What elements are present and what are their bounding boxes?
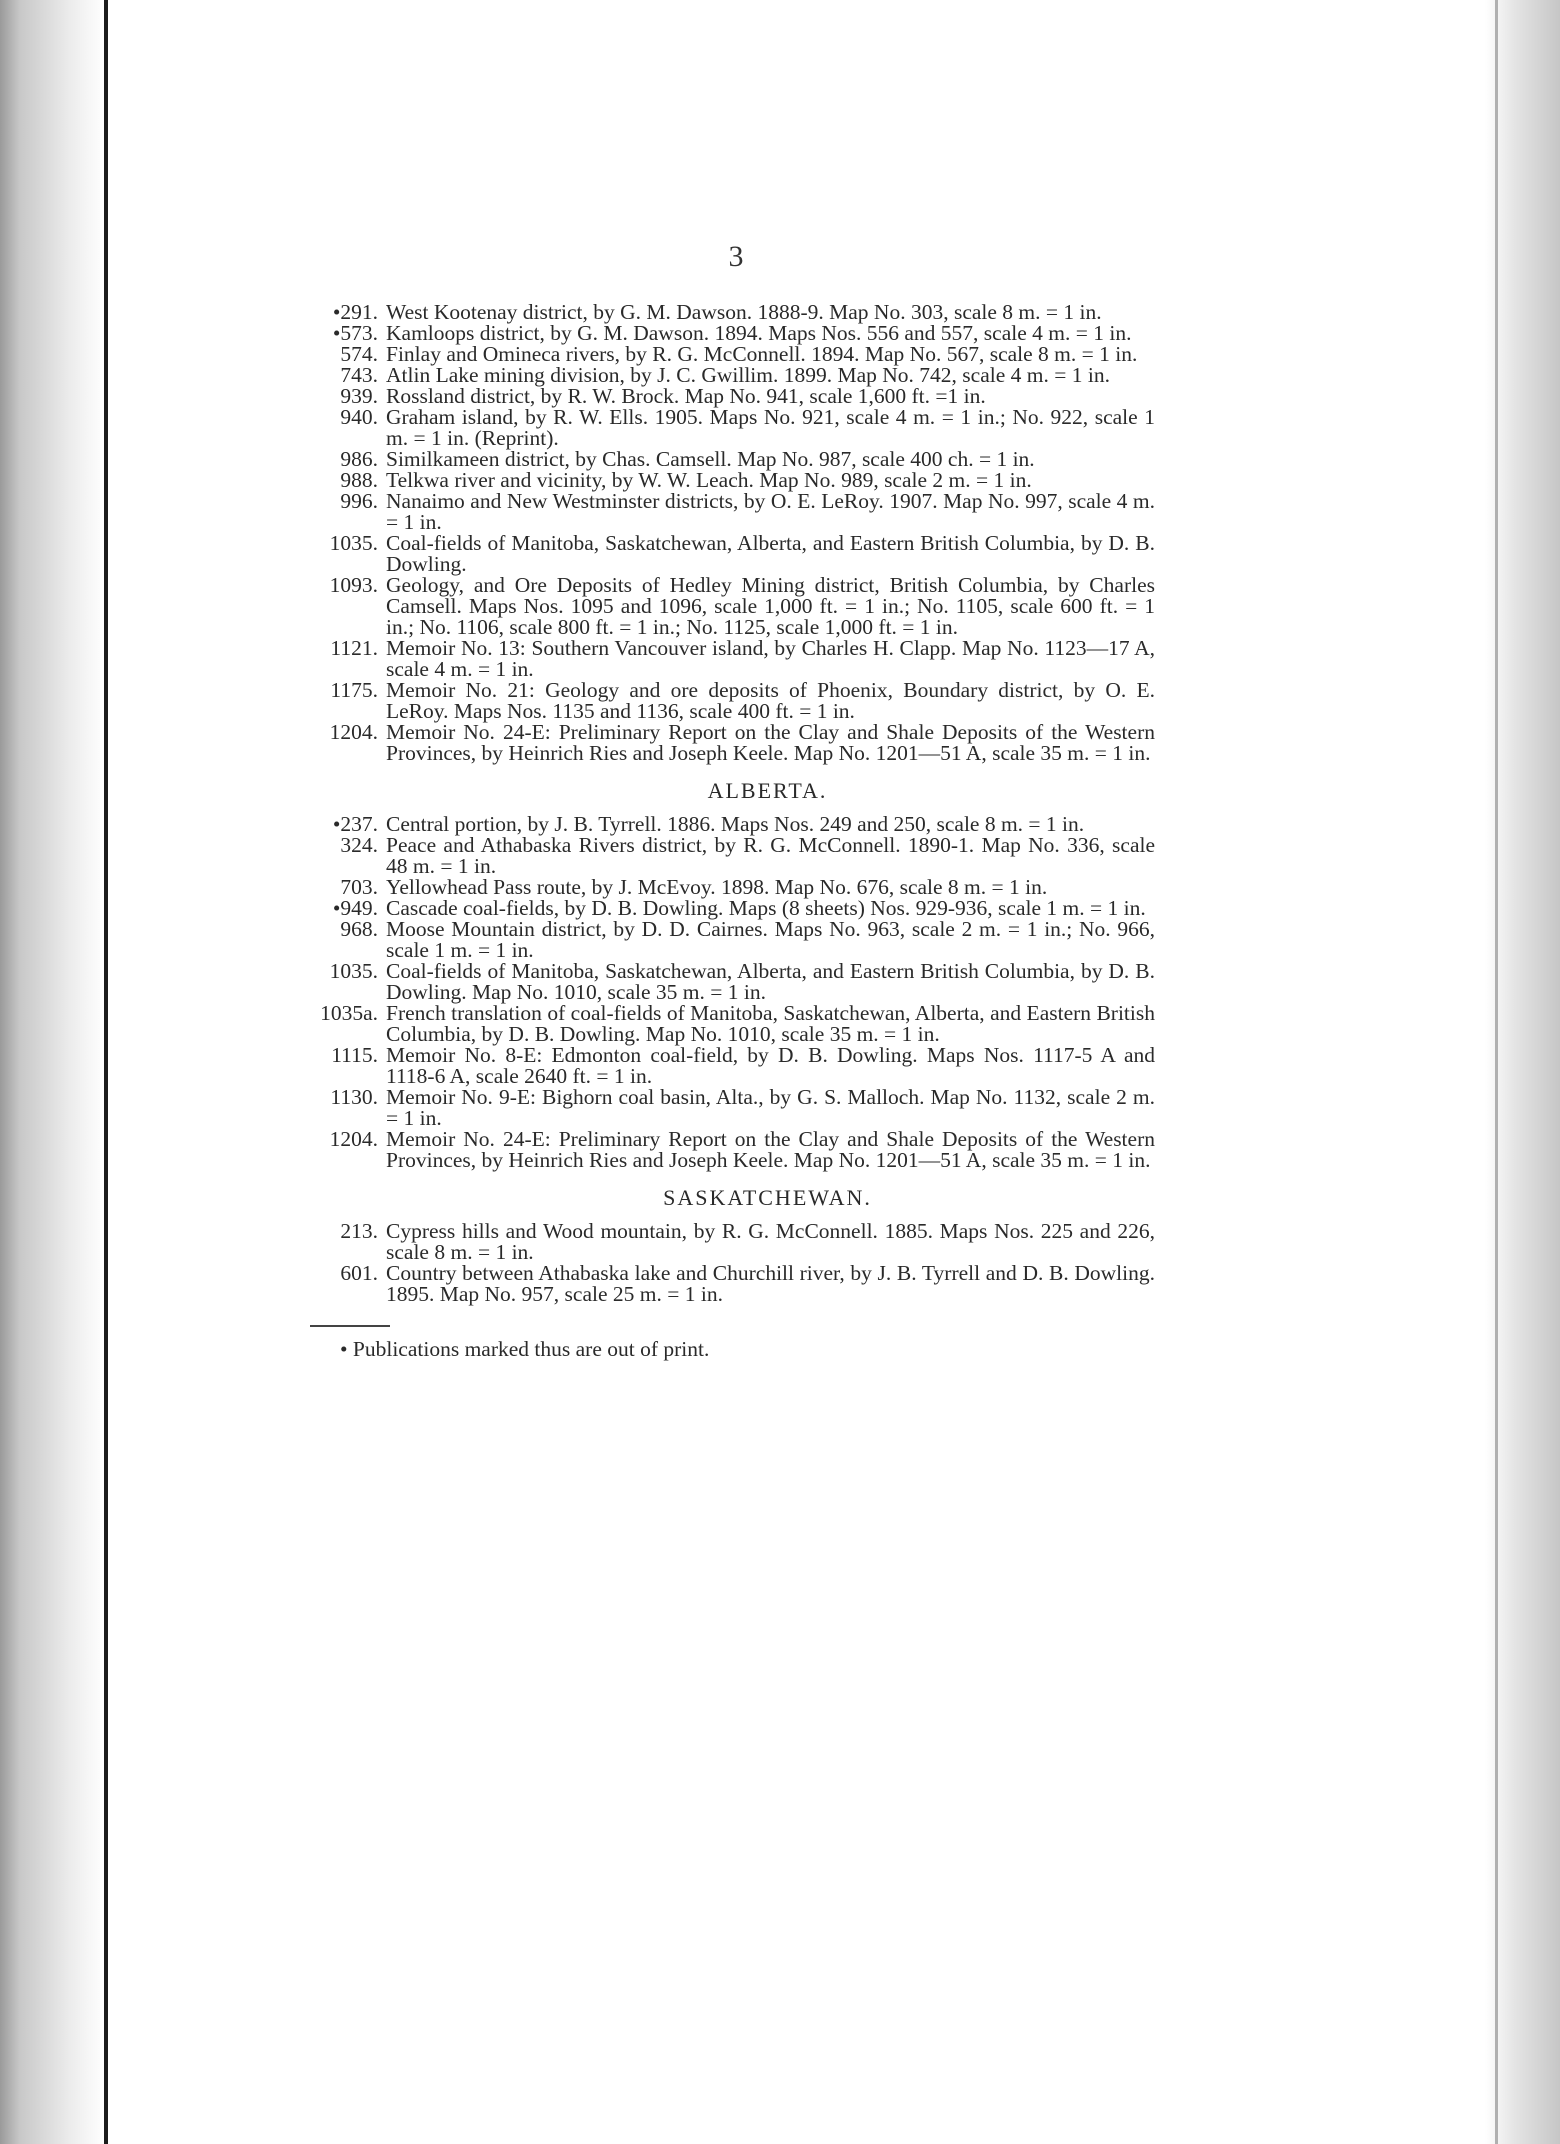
- publication-entry: [300, 1221, 1155, 1263]
- publication-entry: [300, 835, 1155, 877]
- publication-description: Rossland district, by R. W. Brock. Map No. 941, scale 1,600 ft. =1 in.: [386, 384, 986, 408]
- publication-description: Country between Athabaska lake and Churchill river, by J. B. Tyrrell and D. B. Dowling. 1895. Map No. 957, scale 25 m. = 1 in.: [386, 1261, 1155, 1306]
- publication-description: Memoir No. 13: Southern Vancouver island, by Charles H. Clapp. Map No. 1123—17 A, scale 4 m. = 1 in.: [386, 636, 1155, 681]
- publication-description: Moose Mountain district, by D. D. Cairnes. Maps No. 963, scale 2 m. = 1 in.; No. 966, scale 1 m. = 1 in.: [386, 917, 1155, 962]
- publication-description: Atlin Lake mining division, by J. C. Gwillim. 1899. Map No. 742, scale 4 m. = 1 in.: [386, 363, 1110, 387]
- publication-entry: [300, 491, 1155, 533]
- publication-entry: [300, 680, 1155, 722]
- publication-entry: [300, 1087, 1155, 1129]
- publication-number: •291.: [332, 300, 378, 324]
- publication-description: Cascade coal-fields, by D. B. Dowling. Maps (8 sheets) Nos. 929-936, scale 1 m. = 1 in.: [386, 896, 1146, 920]
- publication-number: 1093.: [329, 573, 378, 597]
- footnote-rule: [310, 1325, 390, 1327]
- publication-number: 939.: [340, 384, 378, 408]
- publication-number: 574.: [340, 342, 378, 366]
- publication-description: French translation of coal-fields of Manitoba, Saskatchewan, Alberta, and Eastern British Columbia, by D. B. Dowling. Map No. 1010, scale 35 m. = 1 in.: [386, 1001, 1155, 1046]
- publication-description: Kamloops district, by G. M. Dawson. 1894. Maps Nos. 556 and 557, scale 4 m. = 1 in.: [386, 321, 1132, 345]
- publication-entry: [300, 407, 1155, 449]
- publication-number: 996.: [340, 489, 378, 513]
- publication-entry: [300, 1045, 1155, 1087]
- publication-number: 968.: [340, 917, 378, 941]
- publication-entry: [300, 1003, 1155, 1045]
- publication-entry: [300, 919, 1155, 961]
- publication-description: Memoir No. 24-E: Preliminary Report on the Clay and Shale Deposits of the Western Provinces, by Heinrich Ries and Joseph Keele. Map No. 1201—51 A, scale 35 m. = 1 in.: [386, 1127, 1155, 1172]
- publication-description: Memoir No. 9-E: Bighorn coal basin, Alta., by G. S. Malloch. Map No. 1132, scale 2 m. = 1 in.: [386, 1085, 1155, 1130]
- publication-description: Coal-fields of Manitoba, Saskatchewan, Alberta, and Eastern British Columbia, by D. B. Dowling. Map No. 1010, scale 35 m. = 1 in.: [386, 959, 1155, 1004]
- publication-number: •237.: [332, 812, 378, 836]
- publication-entry: [300, 898, 1155, 919]
- publication-description: Graham island, by R. W. Ells. 1905. Maps No. 921, scale 4 m. = 1 in.; No. 922, scale 1 m. = 1 in. (Reprint).: [386, 405, 1155, 450]
- page-number: 3: [728, 240, 744, 273]
- publication-entry: [300, 575, 1155, 638]
- publication-number: 743.: [340, 363, 378, 387]
- publication-number: 986.: [340, 447, 378, 471]
- publication-description: Memoir No. 8-E: Edmonton coal-field, by D. B. Dowling. Maps Nos. 1117-5 A and 1118-6 A, scale 2640 ft. = 1 in.: [386, 1043, 1155, 1088]
- publication-entry: [300, 533, 1155, 575]
- binding-line-left: [104, 0, 108, 2144]
- publication-description: Finlay and Omineca rivers, by R. G. McConnell. 1894. Map No. 567, scale 8 m. = 1 in.: [386, 342, 1138, 366]
- publication-description: Yellowhead Pass route, by J. McEvoy. 1898. Map No. 676, scale 8 m. = 1 in.: [386, 875, 1048, 899]
- publication-entry: [300, 302, 1155, 323]
- publication-entry: [300, 638, 1155, 680]
- publication-description: Peace and Athabaska Rivers district, by R. G. McConnell. 1890-1. Map No. 336, scale 48 m. = 1 in.: [386, 833, 1155, 878]
- publication-entry: [300, 1263, 1155, 1305]
- publication-description: Cypress hills and Wood mountain, by R. G. McConnell. 1885. Maps Nos. 225 and 226, scale 8 m. = 1 in.: [386, 1219, 1155, 1264]
- publication-number: •949.: [332, 896, 378, 920]
- publication-number: 1204.: [329, 1127, 378, 1151]
- section-heading: SASKATCHEWAN.: [663, 1185, 872, 1210]
- publication-number: 213.: [340, 1219, 378, 1243]
- publication-number: 1130.: [330, 1085, 378, 1109]
- publication-entry: [300, 323, 1155, 344]
- publication-number: 601.: [340, 1261, 378, 1285]
- publication-description: Coal-fields of Manitoba, Saskatchewan, Alberta, and Eastern British Columbia, by D. B. Dowling.: [386, 531, 1155, 576]
- binding-line-right: [1495, 0, 1498, 2144]
- section-heading: ALBERTA.: [707, 778, 828, 803]
- publication-number: 1115.: [331, 1043, 378, 1067]
- publication-description: Telkwa river and vicinity, by W. W. Leach. Map No. 989, scale 2 m. = 1 in.: [386, 468, 1032, 492]
- publication-entry: [300, 877, 1155, 898]
- publication-description: Central portion, by J. B. Tyrrell. 1886. Maps Nos. 249 and 250, scale 8 m. = 1 in.: [386, 812, 1085, 836]
- publication-number: 988.: [340, 468, 378, 492]
- publication-entry: [300, 449, 1155, 470]
- publication-number: 703.: [340, 875, 378, 899]
- publication-number: 940.: [340, 405, 378, 429]
- document-body: [300, 302, 1155, 1362]
- publication-description: Geology, and Ore Deposits of Hedley Mining district, British Columbia, by Charles Camsell. Maps Nos. 1095 and 1096, scale 1,000 ft. = 1 in.; No. 1105, scale 600 ft. = 1 in.; No. 1106, scale 800 ft. = 1 in.; No. 1125, scale 1,000 ft. = 1 in.: [386, 573, 1155, 639]
- publication-description: Nanaimo and New Westminster districts, by O. E. LeRoy. 1907. Map No. 997, scale 4 m. = 1 in.: [386, 489, 1155, 534]
- publication-entry: [300, 814, 1155, 835]
- publication-entry: [300, 722, 1155, 764]
- publication-number: 1035a.: [320, 1001, 378, 1025]
- publication-entry: [300, 386, 1155, 407]
- publication-description: Memoir No. 21: Geology and ore deposits of Phoenix, Boundary district, by O. E. LeRoy. Maps Nos. 1135 and 1136, scale 400 ft. = 1 in.: [386, 678, 1155, 723]
- publication-number: 1175.: [330, 678, 378, 702]
- publication-number: 1035.: [329, 531, 378, 555]
- publication-number: 1204.: [329, 720, 378, 744]
- publication-number: •573.: [332, 321, 378, 345]
- publication-entry: [300, 961, 1155, 1003]
- publication-entry: [300, 470, 1155, 491]
- footnote: • Publications marked thus are out of print.: [340, 1337, 710, 1361]
- publication-entry: [300, 344, 1155, 365]
- publication-description: West Kootenay district, by G. M. Dawson. 1888-9. Map No. 303, scale 8 m. = 1 in.: [386, 300, 1102, 324]
- publication-description: Similkameen district, by Chas. Camsell. Map No. 987, scale 400 ch. = 1 in.: [386, 447, 1035, 471]
- publication-entry: [300, 365, 1155, 386]
- publication-number: 1121.: [330, 636, 378, 660]
- publication-number: 324.: [340, 833, 378, 857]
- publication-description: Memoir No. 24-E: Preliminary Report on the Clay and Shale Deposits of the Western Provinces, by Heinrich Ries and Joseph Keele. Map No. 1201—51 A, scale 35 m. = 1 in.: [386, 720, 1155, 765]
- publication-number: 1035.: [329, 959, 378, 983]
- publication-entry: [300, 1129, 1155, 1171]
- scan-edge-left: [0, 0, 112, 2144]
